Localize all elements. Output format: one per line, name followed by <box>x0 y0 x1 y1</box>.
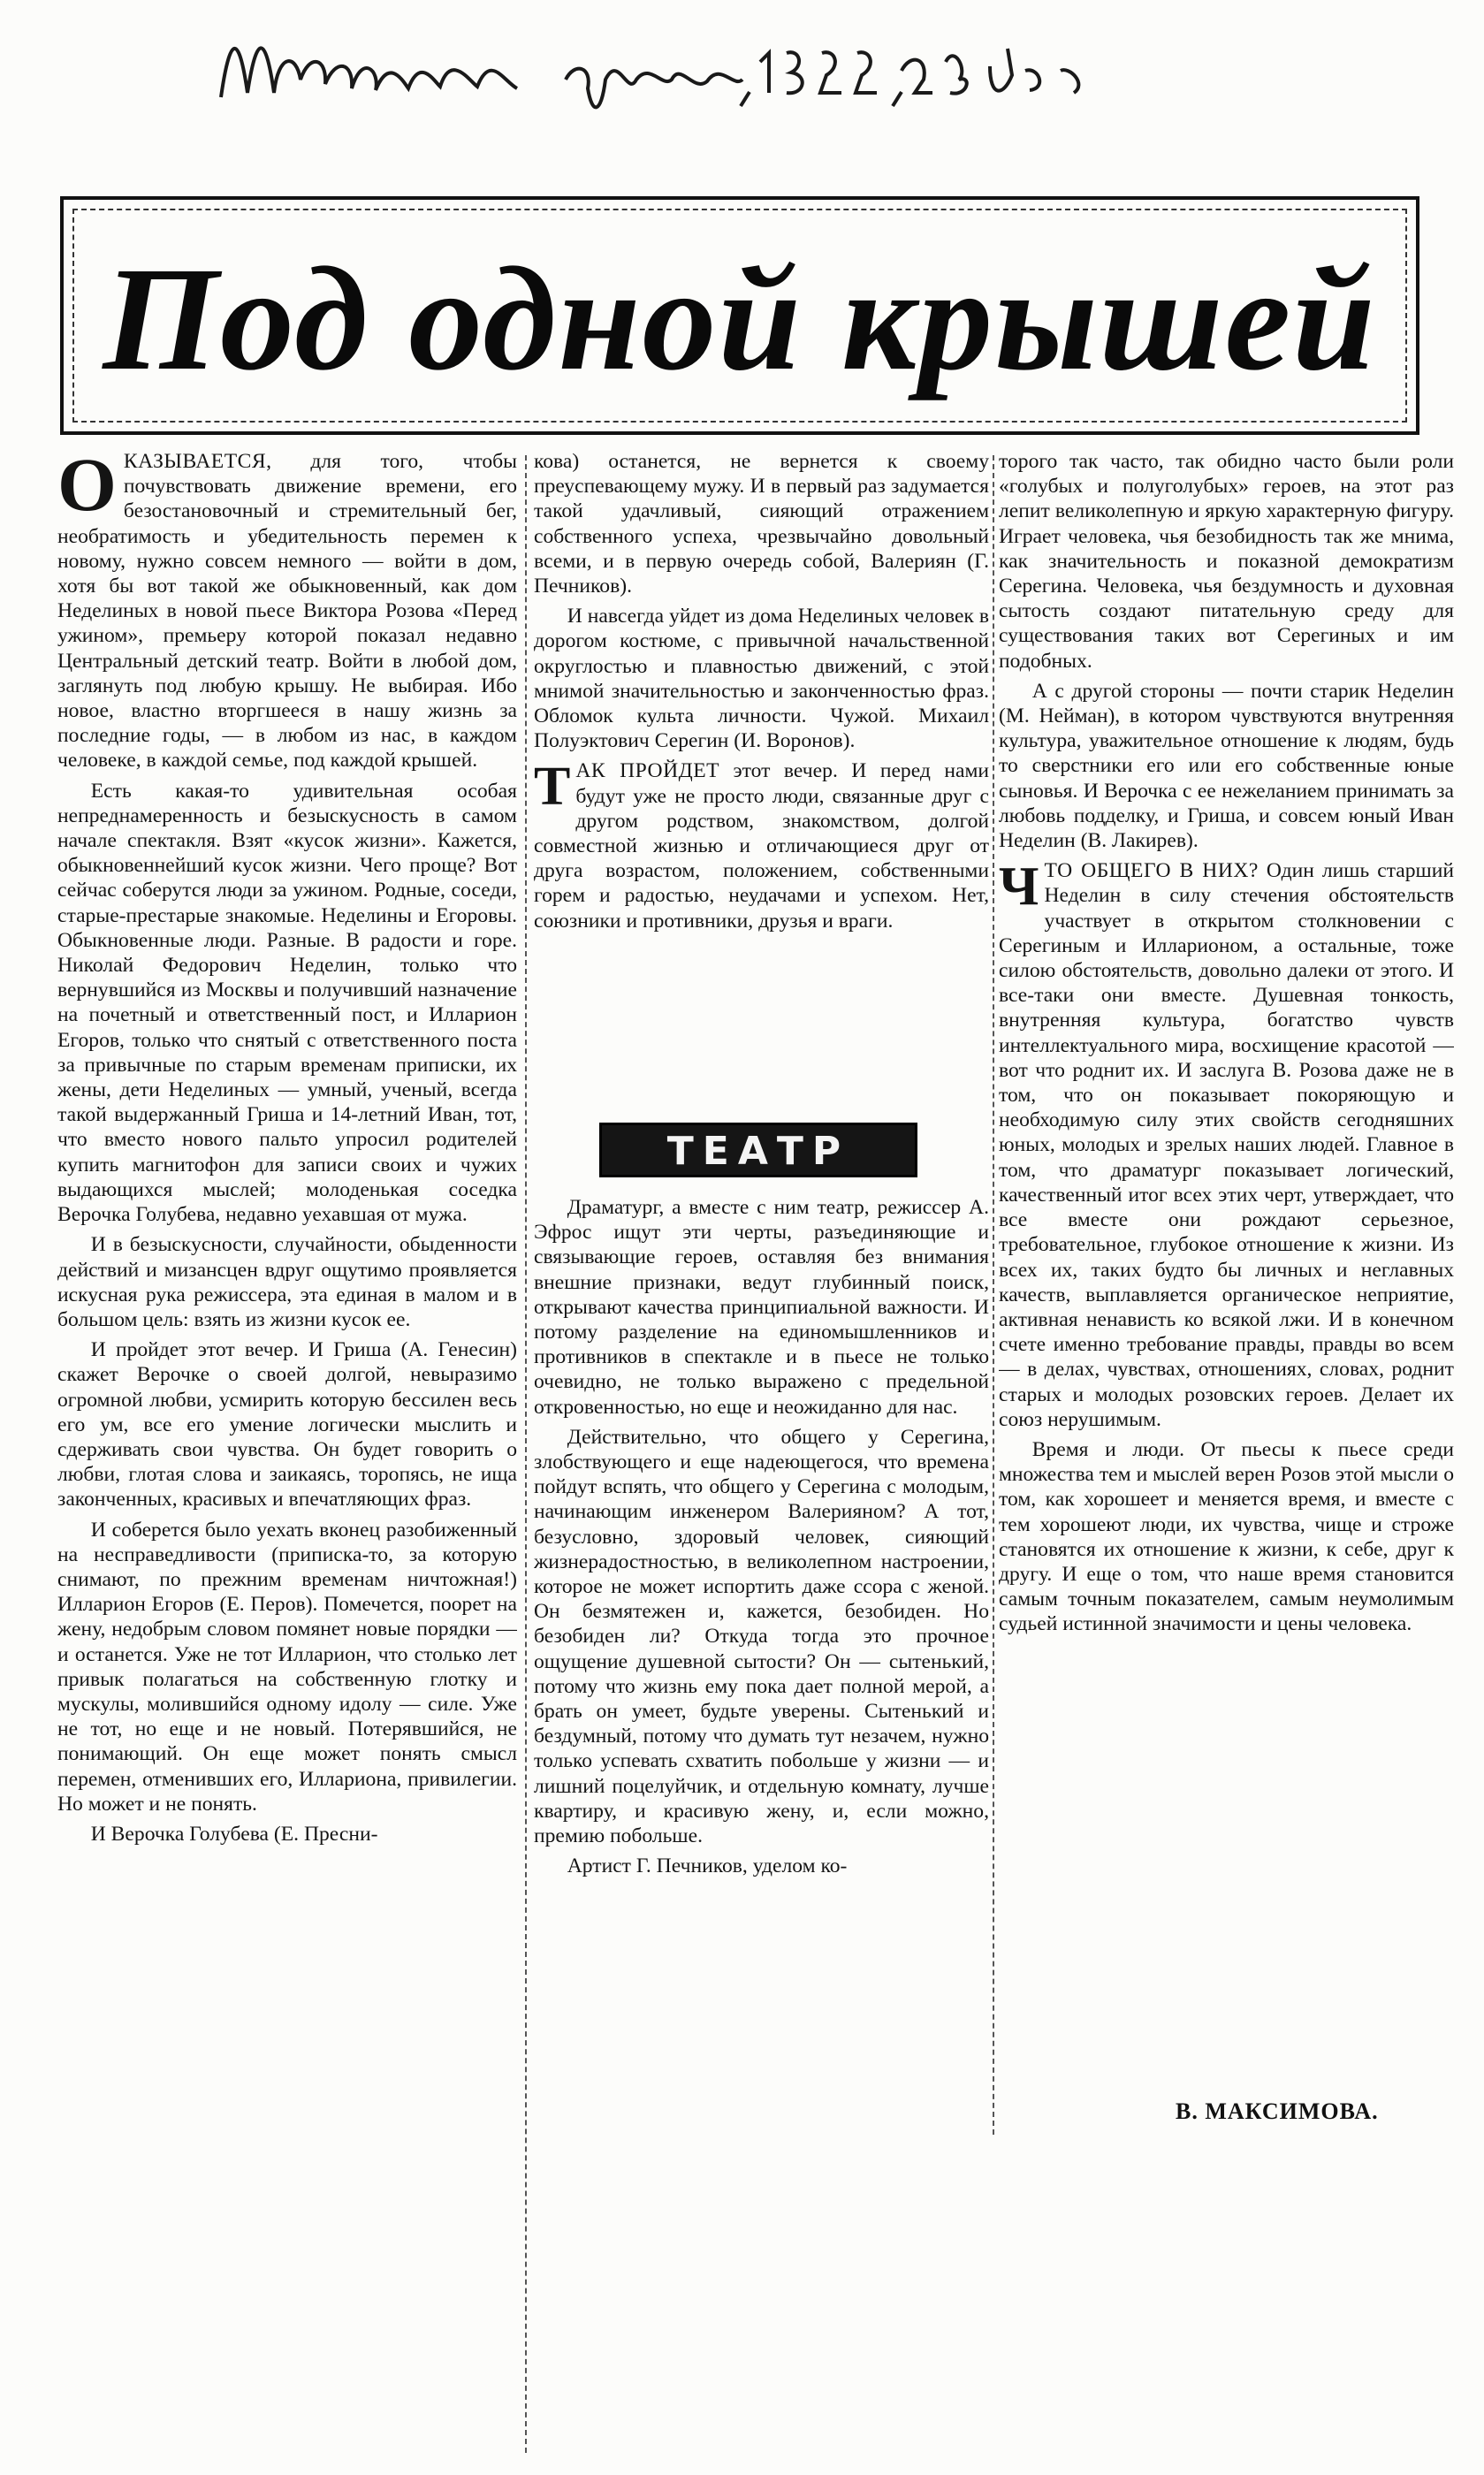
drop-cap: Т <box>534 757 571 818</box>
paragraph <box>999 858 1454 1432</box>
paragraph-text: этот вечер. И перед нами будут уже не просто люди, связанные друг с другом родством, знакомством, долгой совместной жизнью и отличающиеся друг от друга возрастом, положением, собственными горем и радостью, неудачами и успехом. Нет, союзники и противники, друзья и враги. <box>534 759 989 933</box>
author-signature: В. МАКСИМОВА. <box>1176 2098 1379 2124</box>
drop-cap: О <box>57 449 117 527</box>
column-2-bottom <box>534 1195 989 2159</box>
paragraph-text: , для того, чтобы почувствовать движение времени, его безостановочный и стремительный бег, необратимость и убедительность перемен к новому, нужно совсем немного — войти в дом, хотя бы вот такой же обыкновенный, как дом Неделиных в новой пьесе Виктора Розова «Перед ужином», премьеру которой показал недавно Центральный детский театр. Войти в любой дом, заглянуть под любую крышу. Не выбирая. Ибо новое, властно вторгшееся в нашу жизнь за последние годы, — в любом из нас, в каждом человеке, в каждой семье, под каждой крышей. <box>57 450 517 773</box>
paragraph: И соберется было уехать вконец разобиженный на несправедливости (приписка-то, за которую снимают, по прежним временам ничтожная!) Илларион Егоров (Е. Перов). Помечется, поорет на жену, недобрым словом помянет новые порядки — и останется. Уже не тот Илларион, что столько лет привык полагаться на собственную глотку и мускулы, молившийся одному идолу — силе. Уже не тот, но еще и не новый. Потерявшийся, не понимающий. Он еще может понять смысл перемен, отменивших его, Иллариона, привилегии. Но может и не понять. <box>57 1518 517 1816</box>
paragraph: Артист Г. Печников, уделом ко- <box>567 1854 848 1878</box>
lead-in: КАЗЫВАЕТСЯ <box>123 450 267 473</box>
rubric-label: ТЕАТР <box>666 1129 850 1174</box>
rubric-badge <box>599 1123 917 1177</box>
headline-frame <box>60 196 1419 435</box>
paragraph: Время и люди. От пьесы к пьесе среди множества тем и мыслей верен Розов этой мысли о том, как хорошеет и меняется время, и вместе с тем хорошеют люди, их чувства, чище и строже становятся их отношение к жизни, к себе, друг к другу. И еще о том, что наше время становится самым точным показателем, самым неумолимым судьей истинной значимости и цены человека. <box>999 1437 1454 1636</box>
handwritten-source-note <box>212 18 1096 115</box>
lead-in: ТО ОБЩЕГО В НИХ? <box>1044 859 1259 883</box>
column-2-top <box>534 449 989 1112</box>
paragraph: кова) останется, не вернется к своему преуспевающему мужу. И в первый раз задумается такой удачливый, сияющий отражением собственного успеха, чрезвычайно довольный всеми, и в первую очередь собой, Валериян (Г. Печников). <box>534 450 989 598</box>
paragraph-text: Один лишь старший Неделин в силу стечения обстоятельств участвует в открытом столкновении с Серегиным и Илларионом, а остальные, тоже силою обстоятельств, довольно далеки от этого. И все-таки они вместе. Душевная тонкость, внутренняя культура, богатство чувств интеллектуального мира, восхищение красотой — вот что роднит их. И заслуга В. Розова даже не в том, что он показывает покоряющую и необходимую силу этих свойств сегодняшних юных, молодых и зрелых наших людей. Главное в том, что драматург показывает логический, качественный итог всех этих черт, утверждает, что все вместе они рождают серьезное, требовательное, глубокое отношение к жизни. Из всех их, таких будто бы личных и неглавных качеств, выплавляется органическое неприятие, активная ненависть ко всякой лжи. И в конечном счете именно требование правды, правды во всем — в делах, чувствах, отношениях, словах, роднит старых и молодых розовских героев. Делает их союз нерушимым. <box>999 859 1454 1431</box>
paragraph: торого так часто, так обидно часто были роли «голубых и полуголубых» героев, на этот раз лепит великолепную и яркую характерную фигуру. Играет человека, чья безобидность так же мнима, как значительность и показной демократизм Серегина. Человека, чья бездумность и духовная сытость создают питательную среду для существования таких вот Серегиных и им подобных. <box>999 450 1454 673</box>
paragraph: А с другой стороны — почти старик Неделин (М. Нейман), в котором чувствуются внутренняя культура, уважительное отношение к людям, будь то сверстники его или его собственные юные сыновья. И Верочка с ее нежеланием принимать за любовь подделку, и Гриша, и совсем юный Иван Неделин (В. Лакирев). <box>999 679 1454 853</box>
column-3 <box>999 449 1454 2305</box>
article-headline: Под одной крышей <box>103 237 1377 401</box>
paragraph <box>534 758 989 933</box>
paragraph: И навсегда уйдет из дома Неделиных человек в дорогом костюме, с привычной начальственной округлостью и плавностью движений, с этой мнимой значительностью и законченностью фраз. Обломок культа личности. Чужой. Михаил Полуэктович Серегин (И. Воронов). <box>534 605 989 753</box>
column-1 <box>57 449 517 2448</box>
paragraph <box>57 449 517 773</box>
column-divider <box>525 455 527 2453</box>
paragraph: И пройдет этот вечер. И Гриша (А. Генесин) скажет Верочке о своей долгой, невыразимо огромной любви, усмирить которую бессилен весь его ум, все его умение логически мыслить и сдерживать свои чувства. Он будет говорить о любви, глотая слова и заикаясь, торопясь, не ища законченных, красивых и впечатляющих фраз. <box>57 1338 517 1512</box>
paragraph: И в безыскусности, случайности, обыденности действий и мизансцен вдруг ощутимо проявляется искусная рука режиссера, эта единая в малом и в большом цель: взять из жизни кусок ее. <box>57 1233 517 1331</box>
paragraph: Действительно, что общего у Серегина, злобствующего и еще надеющегося, что времена пойдут вспять, что общего у Серегина с молодым, начинающим инженером Валерияном? А тот, безусловно, здоровый человек, сияющий жизнерадостностью, в великолепном настроении, которое не может испортить даже ссора с женой. Он безмятежен и, кажется, безобиден. Но безобиден ли? Откуда тогда это прочное ощущение душевной сытости? Он — сытенький, потому что жизнь ему пока дает полной мерой, а брать он умеет, будьте уверены. Сытенький и бездумный, потому что думать тут незачем, нужно только успевать схватить побольше у жизни — и лишний поцелуйчик, и отдельную комнату, лучше квартиру, и красивую жену, и, если можно, премию побольше. <box>534 1425 989 1848</box>
paragraph: И Верочка Голубева (Е. Пресни- <box>90 1822 378 1846</box>
column-divider <box>993 455 994 2135</box>
lead-in: АК ПРОЙДЕТ <box>575 759 720 783</box>
paragraph: Есть какая-то удивительная особая непреднамеренность и безыскусность в самом начале спектакля. Взят «кусок жизни». Кажется, обыкновеннейший кусок жизни. Чего проще? Вот сейчас соберутся люди за ужином. Родные, соседи, старые-престарые знакомые. Неделины и Егоровы. Обыкновенные люди. Разные. В радости и горе. Николай Федорович Неделин, только что вернувшийся из Москвы и получивший назначение на почетный и ответственный пост, и Илларион Егоров, только что снятый с ответственного поста за привычные по старым временам приписки, их жены, дети Неделиных — умный, ученый, всегда такой выдержанный Гриша и 14-летний Иван, тот, что вместо нового пальто упросил родителей купить магнитофон для записи своих и чужих выдающихся мыслей; молоденькая соседка Верочка Голубева, недавно уехавшая от мужа. <box>57 779 517 1227</box>
paragraph: Драматург, а вместе с ним театр, режиссер А. Эфрос ищут эти черты, разъединяющие и связывающие героев, оставляя без внимания внешние признаки, ведут глубинный поиск, открывают качества принципиальной важности. И потому разделение на единомышленников и противников в спектакле и в пьесе не только очевидно, не только выражено с предельной откровенностью, но еще и неожиданно для нас. <box>534 1196 989 1419</box>
drop-cap: Ч <box>999 857 1039 918</box>
